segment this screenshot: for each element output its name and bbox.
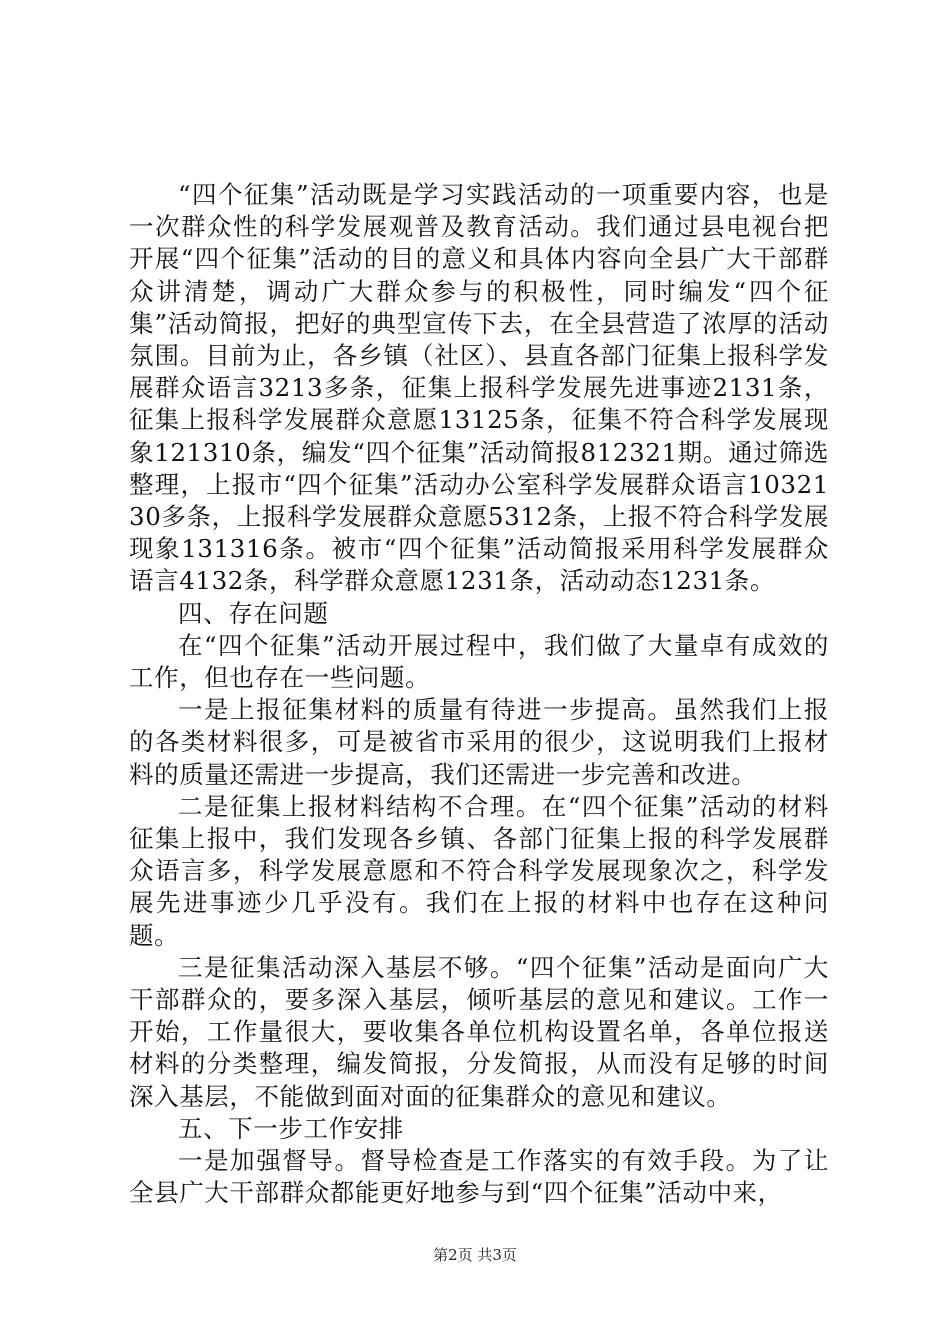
document-body bbox=[129, 179, 829, 1210]
paragraph: 一是上报征集材料的质量有待进一步提高。虽然我们上报的各类材料很多，可是被省市采用的很少，这说明我们上报材料的质量还需进一步提高，我们还需进一步完善和改进。 bbox=[129, 695, 829, 789]
paragraph: 三是征集活动深入基层不够。“四个征集”活动是面向广大干部群众的，要多深入基层，倾听基层的意见和建议。工作一开始，工作量很大，要收集各单位机构设置名单，各单位报送材料的分类整理，编发简报，分发简报，从而没有足够的时间深入基层，不能做到面对面的征集群众的意见和建议。 bbox=[129, 952, 829, 1111]
section-heading: 五、下一步工作安排 bbox=[178, 1113, 404, 1143]
paragraph: 在“四个征集”活动开展过程中，我们做了大量卓有成效的工作，但也存在一些问题。 bbox=[129, 630, 829, 693]
section-heading: 四、存在问题 bbox=[178, 598, 329, 628]
paragraph: “四个征集”活动既是学习实践活动的一项重要内容，也是一次群众性的科学发展观普及教育活动。我们通过县电视台把开展“四个征集”活动的目的意义和具体内容向全县广大干部群众讲清楚，调动广大群众参与的积极性，同时编发“四个征集”活动简报，把好的典型宣传下去，在全县营造了浓厚的活动氛围。目前为止，各乡镇（社区）、县直各部门征集上报科学发展群众语言3213多条，征集上报科学发展先进事迹2131条，征集上报科学发展群众意愿13125条，征集不符合科学发展现象121310条，编发“四个征集”活动简报812321期。通过筛选整理，上报市“四个征集”活动办公室科学发展群众语言1032130多条，上报科学发展群众意愿5312条，上报不符合科学发展现象131316条。被市“四个征集”活动简报采用科学发展群众语言4132条，科学群众意愿1231条，活动动态1231条。 bbox=[129, 180, 829, 596]
paragraph: 二是征集上报材料结构不合理。在“四个征集”活动的材料征集上报中，我们发现各乡镇、各部门征集上报的科学发展群众语言多，科学发展意愿和不符合科学发展现象次之，科学发展先进事迹少几乎没有。我们在上报的材料中也存在这种问题。 bbox=[129, 791, 829, 950]
page-footer: 第2页 共3页 bbox=[433, 1246, 517, 1264]
paragraph: 一是加强督导。督导检查是工作落实的有效手段。为了让全县广大干部群众都能更好地参与到“四个征集”活动中来， bbox=[129, 1146, 829, 1208]
